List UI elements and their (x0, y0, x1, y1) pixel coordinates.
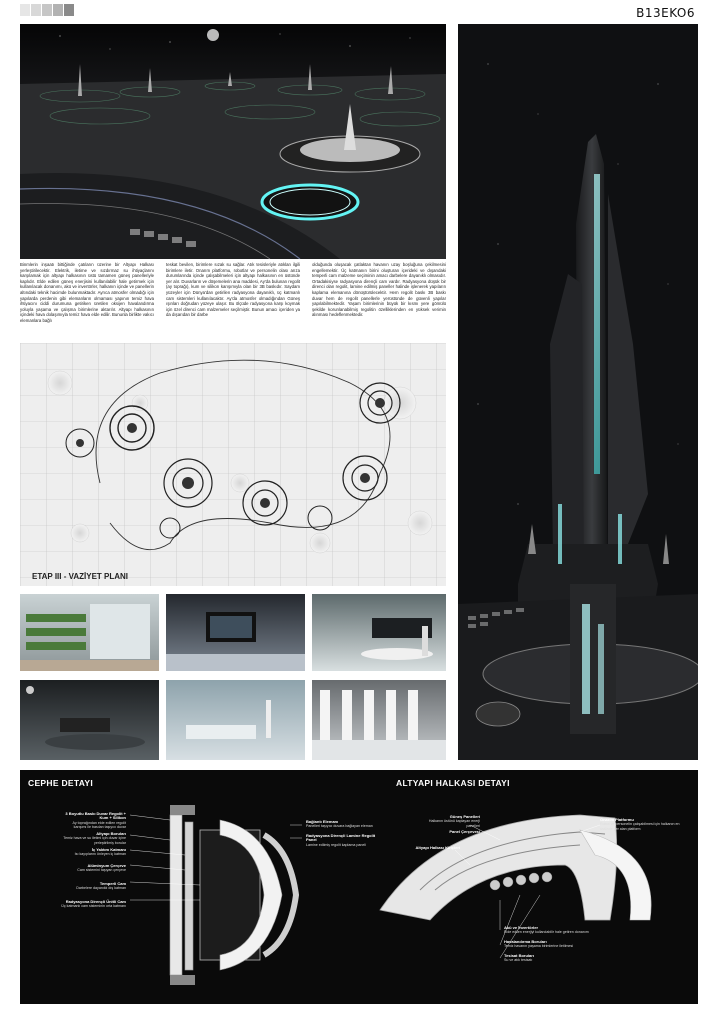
facade-callout-6: Radyasyona Dirençli Ünitli Cam Üç katmanlı cam sisteminin orta katmanı (61, 899, 126, 909)
color-swatch-3 (42, 4, 52, 16)
facade-callout-3: İç Yalıtım Katmanı Isı kayıplarını önleyen iç katman (74, 847, 126, 857)
facade-callout-right-2: Radyasyona Dirençli Lamine Regolit Panel Lamine edilmiş regolit kaplama paneli (306, 833, 376, 847)
facade-callout-4: Alüminyum Çerçeve Cam sistemini taşıyan çerçeve (77, 863, 126, 873)
ring-callout-solar: Güneş Panelleri Halkanın üstünü kaplayan enerji panelleri (428, 814, 480, 828)
ring-detail-title: ALTYAPI HALKASI DETAYI (396, 778, 510, 788)
ring-callout-plumbing: Tesisat Boruları Su ve atık tesisatı (504, 953, 534, 963)
site-plan-title: ETAP III - VAZİYET PLANI (32, 572, 129, 581)
hero-render-lunar-base (20, 24, 446, 259)
ring-callout-batteries: Akü ve İnvertörler Elde edilen enerjiyi kullanılabilir hale getiren donanım (504, 925, 589, 935)
ring-callout-ventilation: Havalandırma Boruları Temiz havanın yaşama birimlerine iletilmesi (504, 939, 574, 949)
facade-callout-right-1: Bağlantı Elemanı Panelleri taşıyıcı duvara bağlayan eleman (306, 819, 373, 829)
interior-render-lab (166, 594, 305, 671)
interior-render-greenhouse (20, 594, 159, 671)
color-swatch-1 (20, 4, 30, 16)
ring-callout-frame: Panel Çerçevesi (449, 829, 480, 834)
facade-callout-5: Temperli Cam Darbelere dayanıklı dış katman (76, 881, 126, 891)
site-plan (20, 343, 446, 586)
facade-section-drawing (130, 805, 302, 985)
ring-callout-beams: Altyapı Halkası Kiriçleri (415, 845, 460, 850)
facade-callout-2: Altyapı Boruları Temiz hava ve su iletimi için duvar içine yerleştirilmiş borular (63, 831, 126, 845)
color-swatch-2 (31, 4, 41, 16)
interior-render-dining (166, 680, 305, 760)
text-column-1: Binmlerin inşaatı bittiğinde çatıların üzerine bir Altyapı Halkası yerleştirilecektir. Elektrik, iletime ve sızdırmaz su ihtiyaçlarını karşılamak için altyapı halkasının üstü tamamen güneş panelleriyle kaplıdır. Elde edilen güneş enerjisini kullanılabilir hale getirmek için kullanılacak donanımı, akü ve invertörler, halkanın içinde ve panellerin altındaki teknik hacimde bulunmaktadır. Ayrıca atmosfer olmadığı için yapılarda perdenin gibi elemanların olmaması yapının temiz hava ihtiyacını ciddi durumuna getiriken üretilen oksijen havalandırma yoluyla yaşama ve çalışma birimlerine aktarılır. Altyapı halkasının içindeki hava dolaşımıyla temiz hava elde edilir. Bununla birlikte vakıcı elemanlara bağlı (20, 262, 154, 323)
text-column-3: olduğunda oluşacak çatlaktan havanın uzay boşluğuna çekilmesini engellemektir. Üç katmanın birini oluşturan içerideki ve dışarıdaki temperli cam malzeme seçiminin amacı darbelere dayanıklı olmasıdır. Ortadakisiyse radyasyona dirençli cam vardır. Radyasyona düşük bir direnci olan regolit, lamine edilmiş paneller halinde işlenerek yapıların kaplama elemanına dönüştürülecektir. Hem regolit baskı 3B baskı duvar hem de regolit panellerle yerüstünde de güvenli yapılar yapılabilmektedir. Yaşam birimlerinin büyük bir kısmı yere gömülü şekilde korunlanabilmiş regolitin özelliklerinden en yüksek verimin alınması hedeflenmektedir. (312, 262, 446, 318)
color-swatch-5 (64, 4, 74, 16)
ring-callout-platform: Onarım Platformu Robot ve personelin çalışabilmesi için halkanın en üstünde yer alan platform (600, 817, 680, 831)
text-column-2: teskat bevilen, birimlere sızak su sağlar. Atık tesisleriyle atıklan ilgili birimlere iletir. Onarım platformu, robotlar ve personelin olası arıza durumlarında içinde çalışabilmeleri için altyapı halkasının en üstünde yer alır. Duvarların ve döşemelerin ana maddesi, Ay'da bulunan regolit (ay toprağı), kum ve silikon karışımıyla olan bir 3B baskıdır. Saydam yüzeyler için Dünya'dan getirilen radyasyona dayanıklı, üç katmanlı cam sistemleri kullanılacaktır. Ay'da atmosfer olmadığından Güneş ışınları doğrudan yüzeye ulaşır. Bu ölçüde radyasyona karşı koymak için özel direnci cam malzemeler seçilmiştir. Bunun amacı içeriden ya da dışarıdan bir darbe (166, 262, 300, 318)
interior-render-control-room (312, 594, 446, 671)
ring-section-drawing (380, 815, 651, 958)
facade-callout-1: 3 Boyutlu Baskı Duvar Regolit + Kum + Silikon Ay toprağından elde edilen regolit karışımı ile basılan taşıyıcı duvar (65, 811, 126, 830)
sheet-code: B13EKO6 (636, 6, 695, 20)
interior-render-lounge (20, 680, 159, 760)
tower-render (458, 24, 698, 760)
color-swatch-4 (53, 4, 63, 16)
interior-render-workstations (312, 680, 446, 760)
facade-detail-title: CEPHE DETAYI (28, 778, 94, 788)
